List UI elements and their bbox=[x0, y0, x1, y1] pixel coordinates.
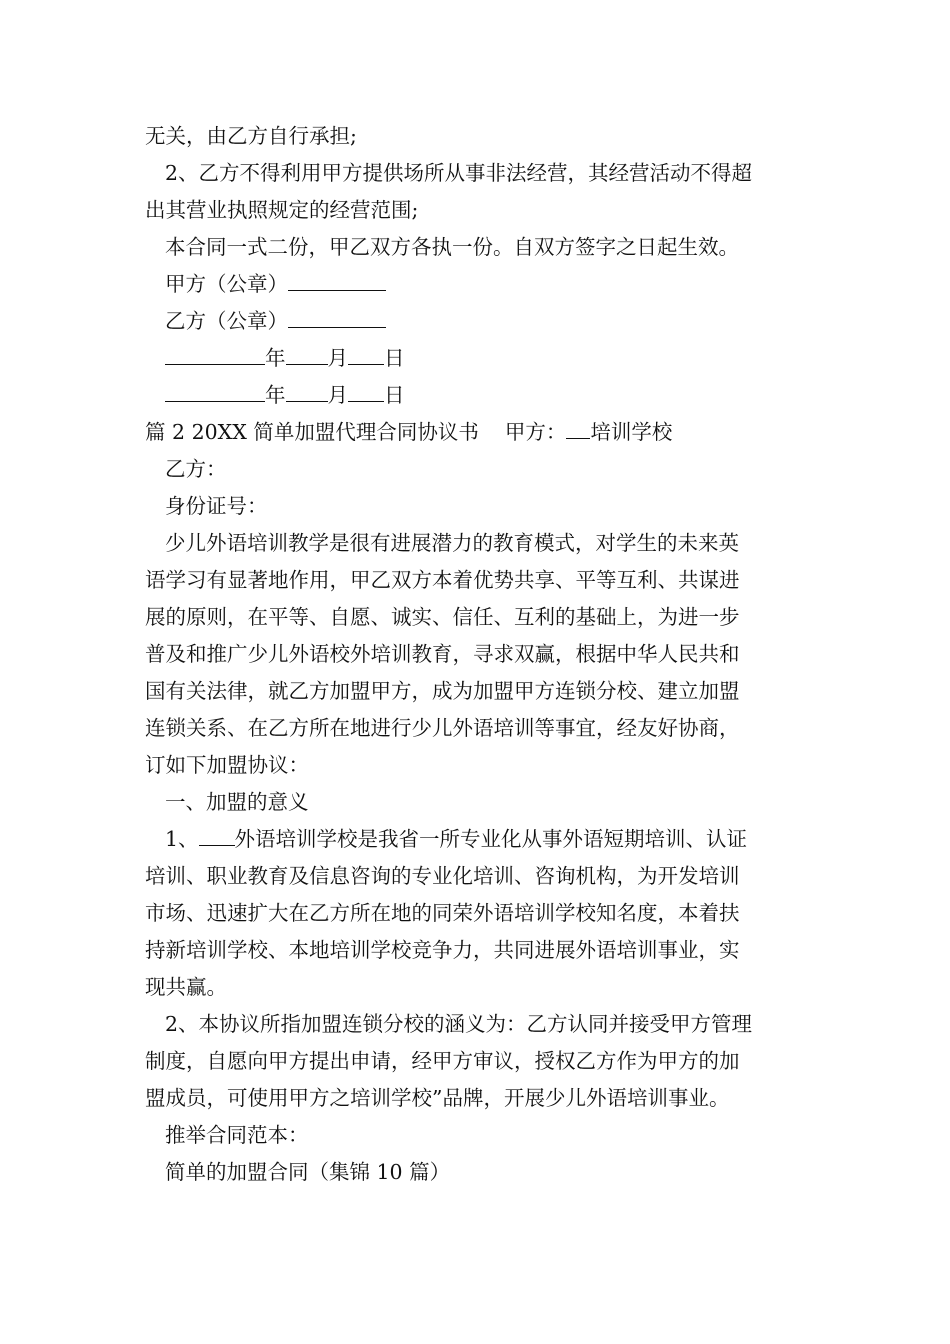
date-line bbox=[145, 377, 810, 414]
party-a-label: 甲方（公章） bbox=[165, 272, 288, 296]
document-body bbox=[145, 118, 810, 1191]
text-line: 展的原则，在平等、自愿、诚实、信任、互利的基础上，为进一步 bbox=[145, 605, 740, 629]
blank-line bbox=[165, 342, 265, 365]
text-line: 出其营业执照规定的经营范围; bbox=[145, 198, 419, 222]
text-line: 现共赢。 bbox=[145, 975, 227, 999]
text-line: 制度，自愿向甲方提出申请，经甲方审议，授权乙方作为甲方的加 bbox=[145, 1049, 740, 1073]
day-label: 日 bbox=[384, 383, 405, 407]
clause-number: 1、 bbox=[165, 827, 199, 851]
blank-line bbox=[288, 305, 386, 328]
text-line: 培训、职业教育及信息咨询的专业化培训、咨询机构，为开发培训 bbox=[145, 864, 740, 888]
party-b-label: 乙方（公章） bbox=[165, 309, 288, 333]
blank-line bbox=[348, 379, 384, 402]
text-line: 普及和推广少儿外语校外培训教育，寻求双赢，根据中华人民共和 bbox=[145, 642, 740, 666]
blank-line bbox=[348, 342, 384, 365]
party-b-line: 乙方： bbox=[165, 457, 227, 481]
month-label: 月 bbox=[327, 346, 348, 370]
recommend-label: 推举合同范本： bbox=[165, 1123, 309, 1147]
subsection-heading: 一、加盟的意义 bbox=[165, 790, 309, 814]
school-label: 培训学校 bbox=[590, 420, 673, 444]
section-title: 篇 2 20XX 简单加盟代理合同协议书 bbox=[145, 420, 479, 444]
id-number-line: 身份证号： bbox=[165, 494, 268, 518]
blank-line bbox=[288, 268, 386, 291]
clause-text: 外语培训学校是我省一所专业化从事外语短期培训、认证 bbox=[234, 827, 748, 851]
blank-line bbox=[165, 379, 265, 402]
signature-party-b bbox=[145, 303, 810, 340]
text-line: 语学习有显著地作用，甲乙双方本着优势共享、平等互利、共谋进 bbox=[145, 568, 740, 592]
text-line: 少儿外语培训教学是很有进展潜力的教育模式，对学生的未来英 bbox=[165, 531, 739, 555]
day-label: 日 bbox=[384, 346, 405, 370]
text-line: 本合同一式二份，甲乙双方各执一份。自双方签字之日起生效。 bbox=[165, 235, 739, 259]
text-line: 订如下加盟协议： bbox=[145, 753, 309, 777]
year-label: 年 bbox=[265, 383, 286, 407]
date-line bbox=[145, 340, 810, 377]
signature-party-a bbox=[145, 266, 810, 303]
blank-line bbox=[286, 379, 328, 402]
text-line: 无关，由乙方自行承担; bbox=[145, 124, 357, 148]
year-label: 年 bbox=[265, 346, 286, 370]
blank-line bbox=[286, 342, 328, 365]
text-line: 国有关法律，就乙方加盟甲方，成为加盟甲方连锁分校、建立加盟 bbox=[145, 679, 740, 703]
month-label: 月 bbox=[327, 383, 348, 407]
text-line: 持新培训学校、本地培训学校竞争力，共同进展外语培训事业，实 bbox=[145, 938, 740, 962]
party-a-label: 甲方： bbox=[504, 420, 567, 444]
text-line: 盟成员，可使用甲方之培训学校”品牌，开展少儿外语培训事业。 bbox=[145, 1086, 730, 1110]
text-line: 2、乙方不得利用甲方提供场所从事非法经营，其经营活动不得超 bbox=[165, 161, 753, 185]
text-line: 连锁关系、在乙方所在地进行少儿外语培训等事宜，经友好协商， bbox=[145, 716, 740, 740]
recommend-link[interactable]: 简单的加盟合同（集锦 10 篇） bbox=[165, 1160, 451, 1184]
blank-line bbox=[566, 416, 590, 439]
clause-1-first-line bbox=[145, 821, 810, 858]
blank-line bbox=[199, 823, 235, 846]
section-heading bbox=[145, 414, 810, 451]
text-line: 2、本协议所指加盟连锁分校的涵义为：乙方认同并接受甲方管理 bbox=[165, 1012, 753, 1036]
text-line: 市场、迅速扩大在乙方所在地的同荣外语培训学校知名度，本着扶 bbox=[145, 901, 740, 925]
